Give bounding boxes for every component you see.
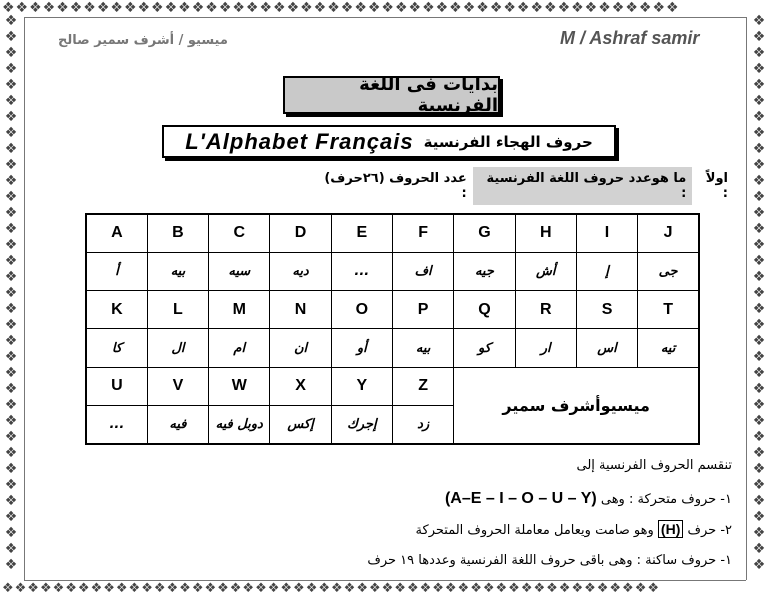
sound-cell: إكس [270,406,331,444]
sound-cell: بيه [147,252,208,290]
subtitle-arabic: حروف الهجاء الفرنسية [423,132,593,151]
frame-line-top [24,17,746,18]
letter-cell: F [392,214,453,252]
frame-line-right [746,17,747,580]
letter-cell: K [86,291,147,329]
letter-cell: M [209,291,270,329]
letter-cell: Z [392,367,453,405]
sound-cell: إجرك [331,406,392,444]
letter-cell: W [209,367,270,405]
sound-cell: زد [392,406,453,444]
border-right-ornament: ❖ ❖ ❖ ❖ ❖ ❖ ❖ ❖ ❖ ❖ ❖ ❖ ❖ ❖ ❖ ❖ ❖ ❖ ❖ ❖ ❖ ❖ ❖ ❖ ❖ ❖ ❖ ❖ ❖ ❖ ❖ ❖ ❖ ❖ ❖ [752,14,766,573]
border-left-ornament: ❖ ❖ ❖ ❖ ❖ ❖ ❖ ❖ ❖ ❖ ❖ ❖ ❖ ❖ ❖ ❖ ❖ ❖ ❖ ❖ ❖ ❖ ❖ ❖ ❖ ❖ ❖ ❖ ❖ ❖ ❖ ❖ ❖ ❖ ❖ [4,14,18,573]
letter-cell: P [392,291,453,329]
sound-cell: ال [147,329,208,367]
frame-line-left [24,17,25,580]
vowels-letters: (A–E – I – O – U – Y) [444,490,597,507]
sound-cell: ... [86,406,147,444]
h-suffix: وهو صامت ويعامل معاملة الحروف المتحركة [415,523,654,538]
table-row [86,214,699,252]
letter-cell: Q [454,291,515,329]
letter-cell: X [270,367,331,405]
sound-cell: كو [454,329,515,367]
letter-cell: I [576,214,637,252]
letter-cell: J [638,214,699,252]
signature-cell: ميسيوأشرف سمير [454,367,699,444]
question-count: عدد الحروف (٢٦حرف) : [324,171,467,201]
letter-cell: V [147,367,208,405]
letter-cell: R [515,291,576,329]
question-text: ما هوعدد حروف اللغة الفرنسية : [473,167,693,205]
sound-cell: ... [331,252,392,290]
letter-cell: L [147,291,208,329]
letter-cell: G [454,214,515,252]
letter-cell: B [147,214,208,252]
sound-cell: جى [638,252,699,290]
letter-cell: O [331,291,392,329]
page-title: بدايات فى اللغة الفرنسية [283,76,500,114]
border-bottom-ornament: ❖❖❖❖❖❖❖❖❖❖❖❖❖❖❖❖❖❖❖❖❖❖❖❖❖❖❖❖❖❖❖❖❖❖❖❖❖❖❖❖❖❖❖❖❖❖❖❖❖❖❖❖ [2,582,661,595]
frame-line-bottom [24,580,746,581]
sound-cell: أ [86,252,147,290]
letter-cell: A [86,214,147,252]
letter-cell: Y [331,367,392,405]
sound-cell: ان [270,329,331,367]
letter-cell: T [638,291,699,329]
sound-cell: أو [331,329,392,367]
sound-cell: تيه [638,329,699,367]
table-row [86,252,699,290]
h-prefix: ٢- حرف [687,523,732,538]
letter-cell: U [86,367,147,405]
letter-cell: N [270,291,331,329]
question-label: اولاً : [705,171,728,201]
subtitle-french: L'Alphabet Français [185,128,414,154]
question-line [310,172,734,200]
sound-cell: جيه [454,252,515,290]
alphabet-table [85,213,700,445]
letter-cell: E [331,214,392,252]
notes-item-consonants: ١- حروف ساكنة : وهى باقى حروف اللغة الفرنسية وعددها ١٩ حرف [367,553,732,568]
letter-cell: S [576,291,637,329]
subtitle-box [162,125,616,158]
sound-cell: إ [576,252,637,290]
sound-cell: سيه [209,252,270,290]
author-english: M / Ashraf samir [560,28,700,48]
sound-cell: ام [209,329,270,367]
table-row [86,367,699,405]
letter-cell: C [209,214,270,252]
sound-cell: اف [392,252,453,290]
sound-cell: أش [515,252,576,290]
sound-cell: ار [515,329,576,367]
sound-cell: فيه [147,406,208,444]
sound-cell: اس [576,329,637,367]
letter-cell: H [515,214,576,252]
table-row [86,329,699,367]
sound-cell: بيه [392,329,453,367]
notes-item-vowels [445,490,732,508]
notes-item-h [416,520,732,538]
table-row [86,291,699,329]
letter-cell: D [270,214,331,252]
notes-intro: تنقسم الحروف الفرنسية إلى [576,458,732,473]
author-arabic: ميسيو / أشرف سمير صالح [58,33,228,48]
h-letter-box: (H) [658,520,683,538]
sound-cell: كا [86,329,147,367]
sound-cell: دوبل فيه [209,406,270,444]
sound-cell: ديه [270,252,331,290]
border-top-ornament: ❖❖❖❖❖❖❖❖❖❖❖❖❖❖❖❖❖❖❖❖❖❖❖❖❖❖❖❖❖❖❖❖❖❖❖❖❖❖❖❖❖❖❖❖❖❖❖❖❖❖ [2,0,680,16]
vowels-text: ١- حروف متحركة : وهى [600,492,732,507]
